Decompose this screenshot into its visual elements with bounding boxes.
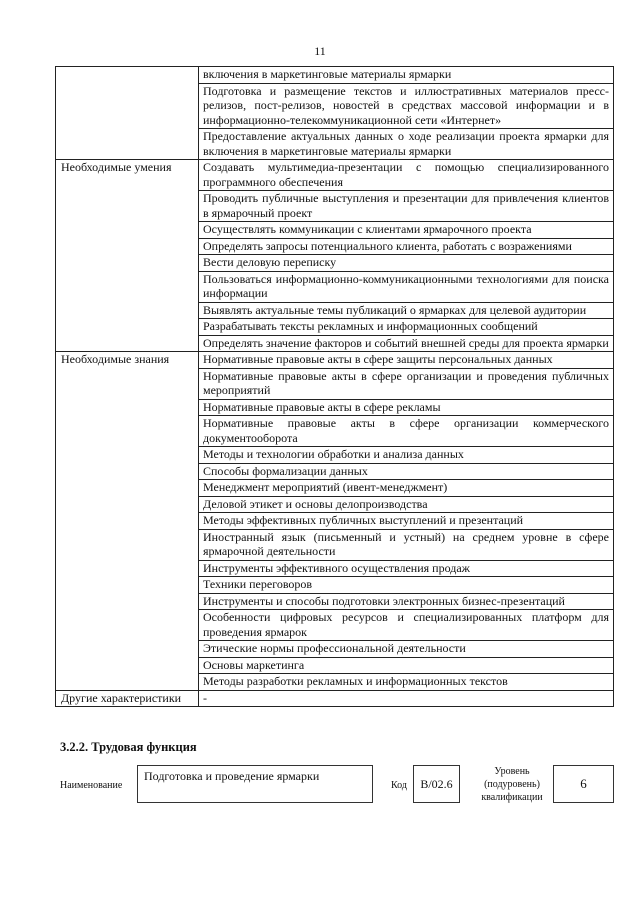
row-value: Проводить публичные выступления и презентации для привлечения клиентов в ярмарочный проект	[199, 191, 614, 222]
row-value: Разрабатывать тексты рекламных и информационных сообщений	[199, 319, 614, 336]
row-value: Методы эффективных публичных выступлений и презентаций	[199, 513, 614, 530]
row-value: Инструменты эффективного осуществления продаж	[199, 560, 614, 577]
row-label: Другие характеристики	[56, 690, 199, 707]
row-value: Этические нормы профессиональной деятельности	[199, 641, 614, 658]
table-row	[56, 690, 614, 707]
competency-table	[55, 66, 614, 707]
row-label: Необходимые умения	[56, 160, 199, 352]
row-value: Предоставление актуальных данных о ходе реализации проекта ярмарки для включения в маркетинговые материалы ярмарки	[199, 129, 614, 160]
table-row	[56, 352, 614, 369]
code-field	[413, 765, 460, 803]
row-value: Способы формализации данных	[199, 463, 614, 480]
level-value: 6	[580, 776, 587, 791]
row-value: Основы маркетинга	[199, 657, 614, 674]
row-value: Иностранный язык (письменный и устный) на среднем уровне в сфере ярмарочной деятельности	[199, 529, 614, 560]
row-value: Особенности цифровых ресурсов и специализированных платформ для проведения ярмарок	[199, 610, 614, 641]
row-value: Нормативные правовые акты в сфере организации и проведения публичных мероприятий	[199, 368, 614, 399]
table-row	[56, 160, 614, 191]
section-title: 3.2.2. Трудовая функция	[60, 740, 197, 754]
code-label: Код	[391, 780, 407, 791]
row-value: -	[199, 690, 614, 707]
row-value: Нормативные правовые акты в сфере рекламы	[199, 399, 614, 416]
name-field	[137, 765, 373, 803]
row-value: Вести деловую переписку	[199, 255, 614, 272]
row-value: Нормативные правовые акты в сфере организации коммерческого документооборота	[199, 416, 614, 447]
row-value: Методы разработки рекламных и информационных текстов	[199, 674, 614, 691]
page-number: 11	[314, 44, 326, 58]
level-field	[553, 765, 614, 803]
row-value: Определять запросы потенциального клиента, работать с возражениями	[199, 238, 614, 255]
row-value: Техники переговоров	[199, 577, 614, 594]
row-value: Осуществлять коммуникации с клиентами ярмарочного проекта	[199, 222, 614, 239]
row-value: включения в маркетинговые материалы ярмарки	[199, 67, 614, 84]
row-value: Создавать мультимедиа-презентации с помощью специализированного программного обеспечения	[199, 160, 614, 191]
row-label: Необходимые знания	[56, 352, 199, 691]
row-value: Выявлять актуальные темы публикаций о ярмарках для целевой аудитории	[199, 302, 614, 319]
name-value: Подготовка и проведение ярмарки	[144, 769, 320, 783]
level-label: Уровень (подуровень) квалификации	[481, 766, 543, 803]
row-value: Нормативные правовые акты в сфере защиты персональных данных	[199, 352, 614, 369]
row-label	[56, 67, 199, 160]
row-value: Инструменты и способы подготовки электронных бизнес-презентаций	[199, 593, 614, 610]
row-value: Менеджмент мероприятий (ивент-менеджмент)	[199, 480, 614, 497]
code-value: B/02.6	[420, 776, 453, 791]
row-value: Определять значение факторов и событий внешней среды для проекта ярмарки	[199, 335, 614, 352]
name-label: Наименование	[60, 780, 123, 791]
table-row	[56, 67, 614, 84]
row-value: Пользоваться информационно-коммуникационными технологиями для поиска информации	[199, 271, 614, 302]
row-value: Подготовка и размещение текстов и иллюстративных материалов пресс-релизов, пост-релизов, новостей в средствах массовой информации и в информационно-телекоммуникационной сети «Интернет»	[199, 83, 614, 129]
row-value: Методы и технологии обработки и анализа данных	[199, 447, 614, 464]
row-value: Деловой этикет и основы делопроизводства	[199, 496, 614, 513]
